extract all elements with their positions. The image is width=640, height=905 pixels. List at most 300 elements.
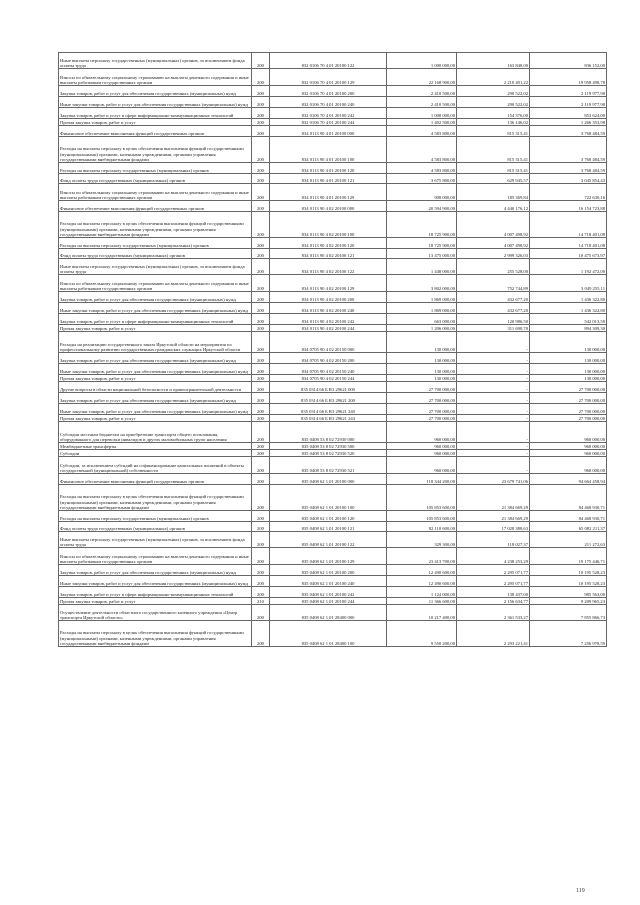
table-row: [59, 249, 607, 259]
row-name-text: Расходы на реализацию государственного заказа Иркутской области на мероприятия по профессиональному развитию государственных гражданских служащих Иркутской области: [60, 341, 241, 352]
row-rest-cell: 853 624,00: [530, 108, 607, 119]
table-row: [59, 565, 607, 576]
row-exec-cell: 163 848,00: [457, 53, 530, 69]
row-plan-cell: 2 410 500,00: [387, 97, 457, 108]
row-code-cell: 200: [252, 393, 270, 404]
row-code-cell: 200: [252, 457, 270, 474]
row-code-cell: 200: [252, 565, 270, 576]
row-rest-cell: 27 700 000,00: [530, 404, 607, 415]
table-row: [59, 576, 607, 587]
row-name-text: Иные выплаты персоналу государственных (муниципальных) органов, за исключением фонда оплаты труда: [60, 536, 245, 547]
row-name-text: Закупка товаров, работ и услуг в сфере информационно-коммуникационных технологий: [60, 112, 234, 118]
row-name-text: Закупка товаров, работ и услуг в сфере информационно-коммуникационных технологий: [60, 591, 234, 597]
row-kbk-cell: 832 0106 70 4 01 20100 122: [270, 53, 387, 69]
row-kbk-cell: 835 0408 53 8 02 72930 500: [270, 443, 387, 450]
row-name-cell: [59, 259, 252, 275]
row-plan-cell: 1 869 000,00: [387, 292, 457, 303]
row-kbk-cell: 834 0113 90 4 02 20100 100: [270, 212, 387, 238]
row-rest-cell: 542 013,50: [530, 314, 607, 325]
row-kbk-cell: 834 0705 90 4 02 20150 000: [270, 332, 387, 353]
row-rest-cell: 960 000,00: [530, 422, 607, 443]
table-row: [59, 511, 607, 522]
row-name-text: Расходы на выплаты персоналу государственных (муниципальных) органов: [60, 242, 209, 248]
row-kbk-cell: 835 0314 66 Б R3 29621 000: [270, 382, 387, 393]
row-name-text: Закупка товаров, работ и услуг для обеспечения государственных (муниципальных) нужд: [60, 296, 236, 302]
row-name-text: Прочая закупка товаров, работ и услуг: [60, 598, 136, 604]
row-rest-cell: 3 045 854,43: [530, 174, 607, 184]
row-name-cell: [59, 174, 252, 184]
row-name-cell: [59, 511, 252, 522]
row-code-cell: 200: [252, 137, 270, 163]
row-name-text: Иные закупки товаров, работ и услуг для обеспечения государственных (муниципальных) нужд: [60, 368, 249, 374]
row-plan-cell: 12 490 600,00: [387, 576, 457, 587]
row-rest-cell: 3 768 484,59: [530, 126, 607, 137]
row-name-text: Взносы по обязательному социальному страхованию на выплаты денежного содержания и иные выплаты работникам государственных органов: [60, 189, 249, 200]
table-row: [59, 522, 607, 532]
row-exec-cell: 752 744,89: [457, 275, 530, 292]
row-kbk-cell: 834 0705 90 4 02 20150 240: [270, 364, 387, 375]
row-name-text: Фонд оплаты труда государственных (муниципальных) органов: [60, 177, 185, 183]
row-name-text: Субсидии местным бюджетам на приобретение транспорта общего пользования, оборудованного для перевозки инвалидов и других маломобильных групп населения: [60, 431, 227, 442]
row-code-cell: 200: [252, 325, 270, 332]
row-name-cell: [59, 163, 252, 174]
row-exec-cell: 2 361 533,27: [457, 605, 530, 621]
table-row: [59, 474, 607, 485]
table-row: [59, 415, 607, 422]
row-plan-cell: 1 124 000,00: [387, 587, 457, 598]
row-exec-cell: 17 028 388,63: [457, 522, 530, 532]
row-code-cell: 200: [252, 69, 270, 86]
row-kbk-cell: 834 0113 90 4 01 20100 100: [270, 137, 387, 163]
row-code-cell: 200: [252, 450, 270, 457]
row-exec-cell: 23 679 741,06: [457, 474, 530, 485]
row-rest-cell: 3 049 255,11: [530, 275, 607, 292]
table-row: [59, 353, 607, 364]
row-plan-cell: 12 490 600,00: [387, 565, 457, 576]
row-name-cell: [59, 353, 252, 364]
row-kbk-cell: 832 0106 70 4 01 20100 244: [270, 119, 387, 126]
table-row: [59, 97, 607, 108]
row-kbk-cell: 832 0106 70 4 01 20100 240: [270, 97, 387, 108]
row-code-cell: 200: [252, 443, 270, 450]
row-code-cell: 200: [252, 292, 270, 303]
row-exec-cell: -: [457, 332, 530, 353]
row-plan-cell: 960 000,00: [387, 443, 457, 450]
row-code-cell: 200: [252, 474, 270, 485]
row-name-cell: [59, 332, 252, 353]
row-name-text: Расходы на выплаты персоналу государственных (муниципальных) органов: [60, 515, 209, 521]
row-name-cell: [59, 457, 252, 474]
row-kbk-cell: 834 0113 90 4 01 20100 120: [270, 163, 387, 174]
row-code-cell: 200: [252, 415, 270, 422]
table-row: [59, 201, 607, 212]
row-exec-cell: 2 295 071,77: [457, 565, 530, 576]
row-name-text: Прочая закупка товаров, работ и услуг: [60, 119, 136, 125]
row-kbk-cell: 835 0408 53 8 02 72930 000: [270, 422, 387, 443]
row-exec-cell: 432 677,20: [457, 303, 530, 314]
row-name-text: Закупка товаров, работ и услуг в сфере информационно-коммуникационных технологий: [60, 318, 234, 324]
table-row: [59, 422, 607, 443]
row-exec-cell: 185 369,84: [457, 184, 530, 201]
table-row: [59, 443, 607, 450]
row-rest-cell: 130 000,00: [530, 364, 607, 375]
row-plan-cell: 9 550 200,00: [387, 621, 457, 647]
row-code-cell: 200: [252, 532, 270, 548]
row-name-cell: [59, 522, 252, 532]
row-exec-cell: -: [457, 457, 530, 474]
row-plan-cell: 27 700 000,00: [387, 393, 457, 404]
row-name-cell: [59, 474, 252, 485]
row-exec-cell: 290 522,02: [457, 97, 530, 108]
row-name-text: Субсидии: [60, 450, 80, 456]
row-kbk-cell: 834 0113 90 4 01 20100 121: [270, 174, 387, 184]
table-row: [59, 532, 607, 548]
row-plan-cell: 18 725 900,00: [387, 212, 457, 238]
row-exec-cell: 255 528,00: [457, 259, 530, 275]
row-plan-cell: 960 000,00: [387, 457, 457, 474]
row-exec-cell: 2 293 221,41: [457, 621, 530, 647]
row-name-text: Осуществление деятельности областного государственного казенного учреждения «Центр транспорта Иркутской области»: [60, 609, 238, 620]
row-code-cell: 200: [252, 587, 270, 598]
row-rest-cell: 130 000,00: [530, 332, 607, 353]
row-kbk-cell: 835 0408 62 1 01 20100 240: [270, 576, 387, 587]
row-code-cell: 200: [252, 53, 270, 69]
row-exec-cell: 815 315,41: [457, 137, 530, 163]
row-rest-cell: 16 154 723,88: [530, 201, 607, 212]
row-plan-cell: 329 300,00: [387, 532, 457, 548]
row-name-text: Закупка товаров, работ и услуг для обеспечения государственных (муниципальных) нужд: [60, 397, 236, 403]
table-row: [59, 238, 607, 249]
row-rest-cell: 27 700 000,00: [530, 382, 607, 393]
table-row: [59, 259, 607, 275]
row-kbk-cell: 834 0705 90 4 02 20150 244: [270, 375, 387, 382]
table-body: [59, 53, 607, 647]
table-row: [59, 605, 607, 621]
row-exec-cell: 629 945,57: [457, 174, 530, 184]
row-code-cell: 200: [252, 332, 270, 353]
row-name-text: Межбюджетные трансферты: [60, 443, 117, 449]
row-plan-cell: 4 583 800,00: [387, 163, 457, 174]
row-exec-cell: 815 315,41: [457, 163, 530, 174]
row-code-cell: 200: [252, 163, 270, 174]
row-name-text: Субсидии, за исключением субсидий на софинансирование капитальных вложений в объекты государственной (муниципальной) собственности: [60, 462, 244, 473]
row-name-cell: [59, 548, 252, 565]
row-code-cell: 200: [252, 174, 270, 184]
row-plan-cell: 1 000 000,00: [387, 53, 457, 69]
row-exec-cell: 4 007 498,92: [457, 212, 530, 238]
row-name-text: Иные закупки товаров, работ и услуг для обеспечения государственных (муниципальных) нужд: [60, 307, 249, 313]
row-plan-cell: 11 366 600,00: [387, 598, 457, 605]
row-kbk-cell: 835 0408 62 1 01 20100 100: [270, 485, 387, 511]
row-name-text: Иные выплаты персоналу государственных (муниципальных) органов, за исключением фонда оплаты труда: [60, 57, 245, 68]
row-rest-cell: 1 266 353,98: [530, 119, 607, 126]
table-row: [59, 119, 607, 126]
row-name-text: Взносы по обязательному социальному страхованию на выплаты денежного содержания и иные выплаты работникам государственных органов: [60, 553, 249, 564]
row-kbk-cell: 834 0113 90 4 02 20100 000: [270, 201, 387, 212]
row-rest-cell: 10 195 528,23: [530, 576, 607, 587]
table-row: [59, 364, 607, 375]
row-rest-cell: 130 000,00: [530, 353, 607, 364]
row-rest-cell: 3 768 484,59: [530, 163, 607, 174]
row-name-cell: [59, 184, 252, 201]
row-code-cell: 200: [252, 97, 270, 108]
row-rest-cell: 1 436 322,80: [530, 303, 607, 314]
row-exec-cell: 4 238 253,29: [457, 548, 530, 565]
row-code-cell: 200: [252, 314, 270, 325]
row-name-cell: [59, 422, 252, 443]
row-kbk-cell: 835 0408 62 1 01 28400 100: [270, 621, 387, 647]
row-exec-cell: 432 677,20: [457, 292, 530, 303]
row-name-text: Финансовое обеспечение выполнения функций государственных органов: [60, 478, 204, 484]
table-row: [59, 163, 607, 174]
row-exec-cell: 118 027,37: [457, 532, 530, 548]
row-name-text: Расходы на выплаты персоналу в целях обеспечения выполнения функций государственными (муниципальными) органами, казенными учреждениями, органами управления государственными внебюджетными фондами: [60, 146, 244, 162]
row-exec-cell: 2 295 071,77: [457, 576, 530, 587]
row-rest-cell: 894 309,30: [530, 325, 607, 332]
row-name-text: Закупка товаров, работ и услуг для обеспечения государственных (муниципальных) нужд: [60, 569, 236, 575]
row-kbk-cell: 835 0408 62 1 01 20100 242: [270, 587, 387, 598]
row-code-cell: 200: [252, 364, 270, 375]
row-name-text: Закупка товаров, работ и услуг для обеспечения государственных (муниципальных) нужд: [60, 357, 236, 363]
row-name-text: Прочая закупка товаров, работ и услуг: [60, 415, 136, 421]
row-exec-cell: -: [457, 364, 530, 375]
row-exec-cell: -: [457, 382, 530, 393]
table-row: [59, 587, 607, 598]
row-kbk-cell: 835 0408 62 1 01 20100 129: [270, 548, 387, 565]
row-name-text: Другие вопросы в области национальной безопасности и правоохранительной деятельности: [60, 386, 242, 392]
row-plan-cell: 2 410 500,00: [387, 86, 457, 97]
row-exec-cell: -: [457, 404, 530, 415]
row-rest-cell: 19 958 498,78: [530, 69, 607, 86]
table-row: [59, 485, 607, 511]
row-rest-cell: 1 436 322,80: [530, 292, 607, 303]
row-code-cell: 200: [252, 249, 270, 259]
table-row: [59, 450, 607, 457]
row-kbk-cell: 835 0314 66 Б R3 29621 240: [270, 404, 387, 415]
table-row: [59, 53, 607, 69]
row-plan-cell: 130 000,00: [387, 353, 457, 364]
row-name-cell: [59, 212, 252, 238]
row-name-cell: [59, 86, 252, 97]
row-name-cell: [59, 393, 252, 404]
row-kbk-cell: 835 0408 62 1 01 20100 121: [270, 522, 387, 532]
row-kbk-cell: 835 0408 62 1 01 28400 000: [270, 605, 387, 621]
row-plan-cell: 13 475 000,00: [387, 249, 457, 259]
row-name-cell: [59, 275, 252, 292]
row-name-text: Расходы на выплаты персоналу в целях обеспечения выполнения функций государственными (муниципальными) органами, казенными учреждениями, органами управления государственными внебюджетными фондами: [60, 630, 244, 646]
row-code-cell: 200: [252, 119, 270, 126]
row-code-cell: 200: [252, 275, 270, 292]
row-name-cell: [59, 382, 252, 393]
row-exec-cell: -: [457, 353, 530, 364]
row-name-text: Закупка товаров, работ и услуг для обеспечения государственных (муниципальных) нужд: [60, 90, 236, 96]
row-code-cell: 200: [252, 375, 270, 382]
row-plan-cell: 27 700 000,00: [387, 382, 457, 393]
row-name-text: Финансовое обеспечение выполнения функций государственных органов: [60, 130, 204, 136]
row-code-cell: 200: [252, 522, 270, 532]
row-name-cell: [59, 97, 252, 108]
row-name-text: Иные закупки товаров, работ и услуг для обеспечения государственных (муниципальных) нужд: [60, 408, 249, 414]
row-name-cell: [59, 126, 252, 137]
row-exec-cell: 311 690,70: [457, 325, 530, 332]
row-name-cell: [59, 249, 252, 259]
row-name-cell: [59, 443, 252, 450]
row-kbk-cell: 834 0113 90 4 02 20100 244: [270, 325, 387, 332]
row-code-cell: 200: [252, 201, 270, 212]
row-rest-cell: 1 192 472,00: [530, 259, 607, 275]
row-rest-cell: 7 855 866,73: [530, 605, 607, 621]
row-exec-cell: 120 986,50: [457, 314, 530, 325]
row-code-cell: 200: [252, 259, 270, 275]
row-name-cell: [59, 587, 252, 598]
table-row: [59, 212, 607, 238]
row-plan-cell: 20 594 900,00: [387, 201, 457, 212]
row-exec-cell: -: [457, 450, 530, 457]
row-exec-cell: -: [457, 415, 530, 422]
row-name-cell: [59, 364, 252, 375]
row-name-text: Иные закупки товаров, работ и услуг для обеспечения государственных (муниципальных) нужд: [60, 580, 249, 586]
row-exec-cell: 136 146,02: [457, 119, 530, 126]
row-plan-cell: 960 000,00: [387, 422, 457, 443]
row-rest-cell: 84 468 930,71: [530, 485, 607, 511]
row-kbk-cell: 835 0408 62 1 01 20100 122: [270, 532, 387, 548]
row-plan-cell: 130 000,00: [387, 364, 457, 375]
row-code-cell: 200: [252, 108, 270, 119]
row-name-text: Фонд оплаты труда государственных (муниципальных) органов: [60, 525, 185, 531]
row-rest-cell: 836 152,00: [530, 53, 607, 69]
row-name-cell: [59, 314, 252, 325]
row-name-cell: [59, 53, 252, 69]
table-row: [59, 314, 607, 325]
row-kbk-cell: 834 0113 90 4 02 20100 122: [270, 259, 387, 275]
row-name-text: Расходы на выплаты персоналу в целях обеспечения выполнения функций государственными (муниципальными) органами, казенными учреждениями, органами управления государственными внебюджетными фондами: [60, 494, 244, 510]
row-name-cell: [59, 238, 252, 249]
table-row: [59, 325, 607, 332]
row-rest-cell: 9 209 965,23: [530, 598, 607, 605]
row-rest-cell: 960 000,00: [530, 457, 607, 474]
row-kbk-cell: 835 0408 62 1 01 20100 200: [270, 565, 387, 576]
row-rest-cell: 19 175 446,71: [530, 548, 607, 565]
row-rest-cell: 211 272,63: [530, 532, 607, 548]
row-name-text: Фонд оплаты труда государственных (муниципальных) органов: [60, 252, 185, 258]
row-kbk-cell: 834 0113 90 4 01 20100 000: [270, 126, 387, 137]
table-row: [59, 598, 607, 605]
row-name-text: Финансовое обеспечение выполнения функций государственных органов: [60, 205, 204, 211]
row-name-cell: [59, 576, 252, 587]
row-plan-cell: 960 000,00: [387, 450, 457, 457]
row-kbk-cell: 835 0408 53 8 02 72930 520: [270, 450, 387, 457]
row-rest-cell: 10 475 673,97: [530, 249, 607, 259]
row-plan-cell: 27 700 000,00: [387, 404, 457, 415]
row-exec-cell: 2 156 634,77: [457, 598, 530, 605]
table-row: [59, 184, 607, 201]
row-exec-cell: 21 384 669,29: [457, 485, 530, 511]
table-row: [59, 393, 607, 404]
row-name-cell: [59, 598, 252, 605]
table-row: [59, 126, 607, 137]
table-row: [59, 404, 607, 415]
row-code-cell: 200: [252, 212, 270, 238]
table-row: [59, 375, 607, 382]
row-name-cell: [59, 605, 252, 621]
row-code-cell: 200: [252, 511, 270, 522]
row-code-cell: 200: [252, 382, 270, 393]
row-code-cell: 200: [252, 422, 270, 443]
row-code-cell: 200: [252, 353, 270, 364]
row-plan-cell: 118 344 200,00: [387, 474, 457, 485]
row-code-cell: 200: [252, 184, 270, 201]
row-name-cell: [59, 69, 252, 86]
row-rest-cell: 722 630,16: [530, 184, 607, 201]
row-name-cell: [59, 404, 252, 415]
row-code-cell: 200: [252, 485, 270, 511]
row-name-text: Иные закупки товаров, работ и услуг для обеспечения государственных (муниципальных) нужд: [60, 101, 249, 107]
table-row: [59, 69, 607, 86]
row-code-cell: 200: [252, 576, 270, 587]
table-row: [59, 86, 607, 97]
row-exec-cell: 2 210 401,22: [457, 69, 530, 86]
row-name-cell: [59, 292, 252, 303]
table-row: [59, 292, 607, 303]
row-name-text: Взносы по обязательному социальному страхованию на выплаты денежного содержания и иные выплаты работникам государственных органов: [60, 280, 249, 291]
row-plan-cell: 10 217 400,00: [387, 605, 457, 621]
row-rest-cell: 65 082 211,37: [530, 522, 607, 532]
row-rest-cell: 3 768 484,59: [530, 137, 607, 163]
table-row: [59, 174, 607, 184]
row-name-cell: [59, 532, 252, 548]
row-kbk-cell: 832 0106 70 4 01 20100 129: [270, 69, 387, 86]
table-row: [59, 108, 607, 119]
row-kbk-cell: 835 0314 66 Б R3 29621 244: [270, 415, 387, 422]
row-name-text: Расходы на выплаты персоналу государственных (муниципальных) органов: [60, 167, 209, 173]
row-plan-cell: 1 206 000,00: [387, 325, 457, 332]
row-plan-cell: 18 725 900,00: [387, 238, 457, 249]
row-name-text: Иные выплаты персоналу государственных (муниципальных) органов, за исключением фонда оплаты труда: [60, 263, 245, 274]
table-row: [59, 137, 607, 163]
row-plan-cell: 22 168 900,00: [387, 69, 457, 86]
row-name-cell: [59, 485, 252, 511]
row-exec-cell: 4 440 176,12: [457, 201, 530, 212]
row-kbk-cell: 834 0113 90 4 02 20100 120: [270, 238, 387, 249]
row-code-cell: 200: [252, 548, 270, 565]
row-rest-cell: 14 718 401,08: [530, 238, 607, 249]
row-plan-cell: 908 000,00: [387, 184, 457, 201]
row-name-cell: [59, 119, 252, 126]
row-kbk-cell: 834 0113 90 4 02 20100 242: [270, 314, 387, 325]
row-rest-cell: 960 000,00: [530, 450, 607, 457]
row-kbk-cell: 834 0113 90 4 01 20100 129: [270, 184, 387, 201]
row-plan-cell: 105 853 600,00: [387, 511, 457, 522]
row-rest-cell: 7 256 978,59: [530, 621, 607, 647]
row-exec-cell: 21 384 669,29: [457, 511, 530, 522]
row-name-cell: [59, 415, 252, 422]
row-kbk-cell: 832 0106 70 4 01 20100 242: [270, 108, 387, 119]
row-code-cell: 210: [252, 598, 270, 605]
row-plan-cell: 4 583 800,00: [387, 137, 457, 163]
row-plan-cell: 1 448 000,00: [387, 259, 457, 275]
row-plan-cell: 82 110 600,00: [387, 522, 457, 532]
row-kbk-cell: 835 0408 53 8 02 72930 521: [270, 457, 387, 474]
table-row: [59, 275, 607, 292]
row-name-cell: [59, 137, 252, 163]
row-name-text: Прочая закупка товаров, работ и услуг: [60, 325, 136, 331]
row-exec-cell: 815 315,41: [457, 126, 530, 137]
row-plan-cell: 1 869 000,00: [387, 303, 457, 314]
row-rest-cell: 94 664 458,94: [530, 474, 607, 485]
row-kbk-cell: 835 0408 62 1 01 20100 244: [270, 598, 387, 605]
row-rest-cell: 130 000,00: [530, 375, 607, 382]
row-kbk-cell: 834 0113 90 4 02 20100 121: [270, 249, 387, 259]
